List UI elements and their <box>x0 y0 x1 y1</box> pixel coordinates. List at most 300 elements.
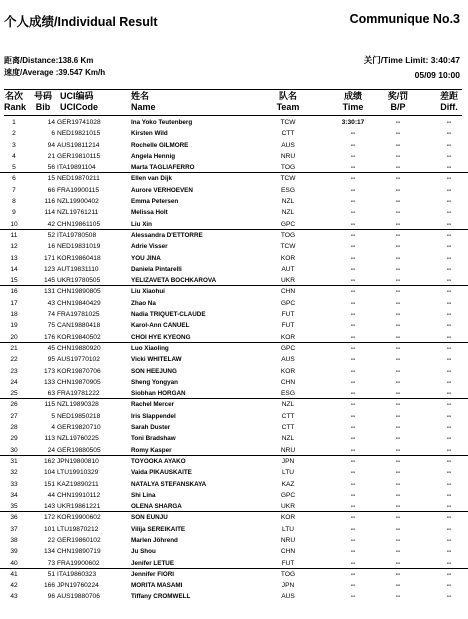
team-cell: ESG <box>281 186 295 194</box>
table-row <box>0 411 468 422</box>
table-row <box>0 241 468 252</box>
time-cell: -- <box>350 469 356 477</box>
bib-cell: 166 <box>43 582 55 590</box>
diff-cell: -- <box>446 243 452 251</box>
bib-cell: 45 <box>47 344 55 352</box>
diff-cell: -- <box>446 378 452 386</box>
bonus-penalty-cell: -- <box>395 119 401 126</box>
table-row <box>0 569 468 580</box>
time-cell: -- <box>350 311 356 319</box>
team-cell: JPN <box>281 582 295 590</box>
team-cell: LTU <box>282 469 294 477</box>
time-cell: -- <box>350 525 356 533</box>
bonus-penalty-cell: -- <box>395 378 401 386</box>
name-cell: Sheng Yongyan <box>131 378 178 386</box>
table-row <box>0 399 468 410</box>
uci-code-cell: GER19810115 <box>57 152 101 160</box>
race-limits <box>364 53 460 83</box>
bib-cell: 116 <box>44 198 55 206</box>
rank-cell: 13 <box>10 254 18 262</box>
name-cell: Ju Shou <box>131 548 156 556</box>
team-cell: TCW <box>280 243 296 251</box>
bonus-penalty-cell: -- <box>395 514 401 522</box>
team-cell: GPC <box>280 491 296 499</box>
diff-cell: -- <box>446 457 452 465</box>
diff-cell: -- <box>446 164 452 172</box>
diff-cell: -- <box>446 186 452 194</box>
table-row <box>0 354 468 365</box>
bib-cell: 151 <box>43 480 55 488</box>
diff-cell: -- <box>446 277 452 285</box>
diff-cell: -- <box>446 480 452 488</box>
table-row <box>0 501 468 512</box>
header-uci-code: UCI编码 UCICode <box>60 91 98 112</box>
name-cell: Kirsten Wild <box>131 130 168 138</box>
table-row <box>0 298 468 309</box>
uci-code-cell: CHN19910112 <box>57 491 101 499</box>
bonus-penalty-cell: -- <box>395 503 401 511</box>
bonus-penalty-cell: -- <box>395 186 401 194</box>
time-cell: -- <box>350 164 356 172</box>
bib-cell: 114 <box>44 209 55 217</box>
table-row <box>0 591 468 602</box>
name-cell: YOU JINA <box>131 254 161 262</box>
name-cell: Nadia TRIQUET-CLAUDE <box>131 311 206 319</box>
name-cell: Toni Bradshaw <box>131 435 176 443</box>
time-cell: -- <box>350 378 356 386</box>
uci-code-cell: CHN19890719 <box>57 548 101 556</box>
team-cell: TOG <box>280 231 296 239</box>
table-row <box>0 207 468 218</box>
time-cell: -- <box>350 367 356 375</box>
name-cell: Vicki WHITELAW <box>131 356 182 364</box>
uci-code-cell: GER19741028 <box>57 119 101 126</box>
team-cell: CTT <box>281 130 295 138</box>
uci-code-cell: NED19870211 <box>57 175 100 183</box>
bib-cell: 172 <box>43 514 55 522</box>
table-row <box>0 535 468 546</box>
name-cell: Alessandra D'ETTORRE <box>131 231 203 239</box>
diff-cell: -- <box>446 356 452 364</box>
bib-cell: 43 <box>47 299 55 307</box>
bonus-penalty-cell: -- <box>395 254 401 262</box>
uci-code-cell: AUS19770102 <box>57 356 100 364</box>
time-cell: -- <box>350 322 356 330</box>
uci-code-cell: FRA19781025 <box>57 311 100 319</box>
uci-code-cell: UKR19780505 <box>57 277 101 285</box>
bib-cell: 176 <box>43 333 55 341</box>
time-cell: -- <box>350 265 356 273</box>
rank-cell: 2 <box>12 130 16 138</box>
table-row <box>0 558 468 569</box>
uci-code-cell: GER19860102 <box>57 536 101 544</box>
table-row <box>0 309 468 320</box>
team-cell: NRU <box>280 152 296 160</box>
team-cell: GPC <box>280 299 296 307</box>
team-cell: TOG <box>280 164 296 172</box>
team-cell: KOR <box>280 254 296 262</box>
rank-cell: 12 <box>10 243 18 251</box>
team-cell: UKR <box>281 277 295 285</box>
diff-cell: -- <box>446 254 452 262</box>
diff-cell: -- <box>446 220 452 228</box>
time-cell: -- <box>350 582 356 590</box>
table-row <box>0 173 468 184</box>
time-cell: -- <box>350 141 356 149</box>
team-cell: TCW <box>280 119 296 126</box>
bib-cell: 94 <box>47 141 55 149</box>
time-cell: -- <box>350 491 356 499</box>
uci-code-cell: FRA19900115 <box>57 186 100 194</box>
table-row <box>0 377 468 388</box>
bib-cell: 101 <box>43 525 55 533</box>
uci-code-cell: CHN19840429 <box>57 299 101 307</box>
name-cell: Karol-Ann CANUEL <box>131 322 190 330</box>
bonus-penalty-cell: -- <box>395 164 401 172</box>
time-cell: -- <box>350 152 356 160</box>
bib-cell: 16 <box>47 243 55 251</box>
bonus-penalty-cell: -- <box>395 209 401 217</box>
name-cell: SON HEEJUNG <box>131 367 177 375</box>
bonus-penalty-cell: -- <box>395 288 401 296</box>
header-rank: 名次 Rank <box>4 91 27 112</box>
time-cell: -- <box>350 503 356 511</box>
diff-cell: -- <box>446 288 452 296</box>
bib-cell: 134 <box>43 548 55 556</box>
rank-cell: 38 <box>10 536 18 544</box>
team-cell: KOR <box>280 367 296 375</box>
bonus-penalty-cell: -- <box>395 198 401 206</box>
bonus-penalty-cell: -- <box>395 559 401 567</box>
date-time: 05/09 10:00 <box>414 70 460 80</box>
rank-cell: 9 <box>12 209 16 217</box>
bib-cell: 173 <box>43 367 55 375</box>
time-cell: -- <box>350 570 356 578</box>
diff-cell: -- <box>446 503 452 511</box>
rank-cell: 41 <box>10 570 18 578</box>
table-row <box>0 151 468 162</box>
name-cell: Romy Kasper <box>131 446 172 454</box>
rank-cell: 21 <box>10 344 18 352</box>
time-cell: -- <box>350 243 356 251</box>
name-cell: Melissa Holt <box>131 209 168 217</box>
rank-cell: 32 <box>10 469 18 477</box>
table-row <box>0 512 468 523</box>
uci-code-cell: CHN19890805 <box>57 288 101 296</box>
uci-code-cell: FRA19781222 <box>57 390 100 398</box>
rank-cell: 43 <box>10 593 18 601</box>
bonus-penalty-cell: -- <box>395 220 401 228</box>
rank-cell: 22 <box>10 356 18 364</box>
uci-code-cell: AUT19831110 <box>57 265 99 273</box>
uci-code-cell: JPN19800810 <box>57 457 99 465</box>
bonus-penalty-cell: -- <box>395 401 401 409</box>
team-cell: NZL <box>281 209 295 217</box>
team-cell: NRU <box>280 536 296 544</box>
rank-cell: 29 <box>10 435 18 443</box>
diff-cell: -- <box>446 141 452 149</box>
distance: 距离/Distance:138.6 Km <box>4 56 94 65</box>
bonus-penalty-cell: -- <box>395 424 401 432</box>
team-cell: KOR <box>280 514 296 522</box>
table-row <box>0 524 468 535</box>
name-cell: Angela Hennig <box>131 152 176 160</box>
bib-cell: 22 <box>47 536 55 544</box>
bib-cell: 15 <box>47 175 55 183</box>
header-bib: 号码 Bib <box>33 91 52 112</box>
bonus-penalty-cell: -- <box>395 265 401 273</box>
name-cell: Luo Xiaoling <box>131 344 169 352</box>
bib-cell: 113 <box>44 435 55 443</box>
time-cell: -- <box>350 424 356 432</box>
name-cell: Aurore VERHOEVEN <box>131 186 193 194</box>
team-cell: CHN <box>280 288 296 296</box>
bib-cell: 73 <box>47 559 55 567</box>
uci-code-cell: NZL19761211 <box>57 209 99 217</box>
rank-cell: 4 <box>12 152 16 160</box>
diff-cell: -- <box>446 536 452 544</box>
table-row <box>0 286 468 297</box>
diff-cell: -- <box>446 119 452 126</box>
diff-cell: -- <box>446 548 452 556</box>
time-cell: -- <box>350 356 356 364</box>
bib-cell: 4 <box>51 424 55 432</box>
diff-cell: -- <box>446 311 452 319</box>
bib-cell: 162 <box>43 457 55 465</box>
team-cell: FUT <box>281 559 295 567</box>
time-cell: -- <box>350 231 356 239</box>
bonus-penalty-cell: -- <box>395 130 401 138</box>
team-cell: AUS <box>281 356 295 364</box>
table-row <box>0 332 468 343</box>
diff-cell: -- <box>446 570 452 578</box>
team-cell: JPN <box>281 457 295 465</box>
table-row <box>0 467 468 478</box>
name-cell: Ina Yoko Teutenberg <box>131 119 193 126</box>
bonus-penalty-cell: -- <box>395 446 401 454</box>
team-cell: CTT <box>281 424 295 432</box>
team-cell: NZL <box>281 198 295 206</box>
bib-cell: 6 <box>51 130 55 138</box>
team-cell: GPC <box>280 220 296 228</box>
diff-cell: -- <box>446 209 452 217</box>
name-cell: Vaida PIKAUSKAITE <box>131 469 192 477</box>
table-row <box>0 219 468 230</box>
table-row <box>0 546 468 557</box>
table-row <box>0 445 468 456</box>
table-row <box>0 264 468 275</box>
name-cell: Jenifer LETUE <box>131 559 175 567</box>
time-cell: -- <box>350 277 356 285</box>
team-cell: NZL <box>281 401 295 409</box>
uci-code-cell: LTU19910329 <box>57 469 99 477</box>
bonus-penalty-cell: -- <box>395 390 401 398</box>
rank-cell: 18 <box>10 311 18 319</box>
time-cell: 3:30:17 <box>341 119 365 126</box>
uci-code-cell: ITA19780508 <box>57 231 97 239</box>
bonus-penalty-cell: -- <box>395 457 401 465</box>
rank-cell: 42 <box>10 582 18 590</box>
table-row <box>0 456 468 467</box>
bonus-penalty-cell: -- <box>395 435 401 443</box>
diff-cell: -- <box>446 152 452 160</box>
uci-code-cell: JPN19760224 <box>57 582 99 590</box>
name-cell: Ellen van Dijk <box>131 175 172 183</box>
rank-cell: 15 <box>10 277 18 285</box>
uci-code-cell: CHN19870905 <box>57 378 101 386</box>
diff-cell: -- <box>446 424 452 432</box>
table-row <box>0 343 468 354</box>
bib-cell: 21 <box>47 152 55 160</box>
rank-cell: 25 <box>10 390 18 398</box>
diff-cell: -- <box>446 525 452 533</box>
diff-cell: -- <box>446 435 452 443</box>
uci-code-cell: AUS19811214 <box>57 141 100 149</box>
uci-code-cell: NZL19890328 <box>57 401 99 409</box>
uci-code-cell: KOR19900602 <box>57 514 101 522</box>
bonus-penalty-cell: -- <box>395 582 401 590</box>
time-cell: -- <box>350 446 356 454</box>
diff-cell: -- <box>446 130 452 138</box>
uci-code-cell: CHN19861105 <box>57 220 101 228</box>
bonus-penalty-cell: -- <box>395 243 401 251</box>
table-row <box>0 196 468 207</box>
diff-cell: -- <box>446 367 452 375</box>
rank-cell: 6 <box>12 175 16 183</box>
diff-cell: -- <box>446 265 452 273</box>
header-bonus-penalty: 奖/罚 B/P <box>387 91 409 112</box>
time-cell: -- <box>350 198 356 206</box>
time-cell: -- <box>350 186 356 194</box>
rank-cell: 16 <box>10 288 18 296</box>
diff-cell: -- <box>446 344 452 352</box>
name-cell: Sarah Duster <box>131 424 171 432</box>
rank-cell: 14 <box>10 265 18 273</box>
bonus-penalty-cell: -- <box>395 356 401 364</box>
uci-code-cell: LTU19870212 <box>57 525 99 533</box>
time-cell: -- <box>350 175 356 183</box>
bonus-penalty-cell: -- <box>395 525 401 533</box>
name-cell: Iris Slappendel <box>131 412 176 420</box>
name-cell: Marlen Jöhrend <box>131 536 178 544</box>
bib-cell: 42 <box>47 220 55 228</box>
column-headers <box>0 91 468 114</box>
rank-cell: 24 <box>10 378 18 386</box>
rank-cell: 34 <box>10 491 18 499</box>
bib-cell: 74 <box>47 311 55 319</box>
bib-cell: 115 <box>44 401 55 409</box>
diff-cell: -- <box>446 390 452 398</box>
rank-cell: 19 <box>10 322 18 330</box>
diff-cell: -- <box>446 231 452 239</box>
rank-cell: 30 <box>10 446 18 454</box>
bonus-penalty-cell: -- <box>395 175 401 183</box>
bonus-penalty-cell: -- <box>395 333 401 341</box>
rank-cell: 20 <box>10 333 18 341</box>
uci-code-cell: AUS19880706 <box>57 593 100 601</box>
uci-code-cell: NED19821015 <box>57 130 101 138</box>
name-cell: Rochelle GILMORE <box>131 141 189 149</box>
table-row <box>0 275 468 286</box>
uci-code-cell: CAN19880418 <box>57 322 101 330</box>
team-cell: UKR <box>281 503 295 511</box>
time-cell: -- <box>350 514 356 522</box>
table-row <box>0 580 468 591</box>
name-cell: TOYOOKA AYAKO <box>131 457 186 465</box>
time-cell: -- <box>350 559 356 567</box>
diff-cell: -- <box>446 333 452 341</box>
team-cell: CTT <box>281 412 295 420</box>
diff-cell: -- <box>446 322 452 330</box>
time-cell: -- <box>350 220 356 228</box>
bib-cell: 75 <box>47 322 55 330</box>
time-cell: -- <box>350 548 356 556</box>
bonus-penalty-cell: -- <box>395 536 401 544</box>
header-time: 成绩 Time <box>342 91 364 112</box>
bib-cell: 14 <box>47 119 55 126</box>
time-cell: -- <box>350 299 356 307</box>
rank-cell: 40 <box>10 559 18 567</box>
name-cell: Daniela Pintarelli <box>131 265 182 273</box>
bonus-penalty-cell: -- <box>395 311 401 319</box>
name-cell: Vilija SEREIKAITE <box>131 525 186 533</box>
diff-cell: -- <box>446 514 452 522</box>
bonus-penalty-cell: -- <box>395 299 401 307</box>
diff-cell: -- <box>446 582 452 590</box>
uci-code-cell: NZL19760225 <box>57 435 99 443</box>
header-bottom-rule <box>4 115 462 116</box>
rank-cell: 28 <box>10 424 18 432</box>
team-cell: NZL <box>281 435 295 443</box>
uci-code-cell: KOR19870706 <box>57 367 101 375</box>
name-cell: Liu Xin <box>131 220 152 228</box>
average-speed: 速度/Average :39.547 Km/h <box>4 68 106 77</box>
bib-cell: 96 <box>47 593 55 601</box>
name-cell: SON EUNJU <box>131 514 168 522</box>
rank-cell: 39 <box>10 548 18 556</box>
bib-cell: 52 <box>47 231 55 239</box>
time-cell: -- <box>350 209 356 217</box>
uci-code-cell: NED19850218 <box>57 412 101 420</box>
document-title: 个人成绩/Individual Result <box>4 15 158 29</box>
uci-code-cell: GER19820710 <box>57 424 101 432</box>
rank-cell: 23 <box>10 367 18 375</box>
uci-code-cell: NZL19900402 <box>57 198 99 206</box>
uci-code-cell: NED19831019 <box>57 243 101 251</box>
diff-cell: -- <box>446 491 452 499</box>
uci-code-cell: CHN19880920 <box>57 344 101 352</box>
bonus-penalty-cell: -- <box>395 570 401 578</box>
name-cell: NATALYA STEFANSKAYA <box>131 480 207 488</box>
name-cell: Adrie Visser <box>131 243 168 251</box>
rank-cell: 8 <box>12 198 16 206</box>
bib-cell: 145 <box>43 277 55 285</box>
bib-cell: 44 <box>47 491 55 499</box>
uci-code-cell: KOR19840502 <box>57 333 101 341</box>
time-cell: -- <box>350 401 356 409</box>
table-row <box>0 162 468 173</box>
name-cell: CHOI HYE KYEONG <box>131 333 191 341</box>
table-row <box>0 366 468 377</box>
team-cell: KAZ <box>281 480 295 488</box>
rank-cell: 36 <box>10 514 18 522</box>
name-cell: Siobhan HORGAN <box>131 390 186 398</box>
time-cell: -- <box>350 130 356 138</box>
time-cell: -- <box>350 536 356 544</box>
uci-code-cell: FRA19900602 <box>57 559 100 567</box>
bib-cell: 104 <box>43 469 55 477</box>
table-row <box>0 128 468 139</box>
